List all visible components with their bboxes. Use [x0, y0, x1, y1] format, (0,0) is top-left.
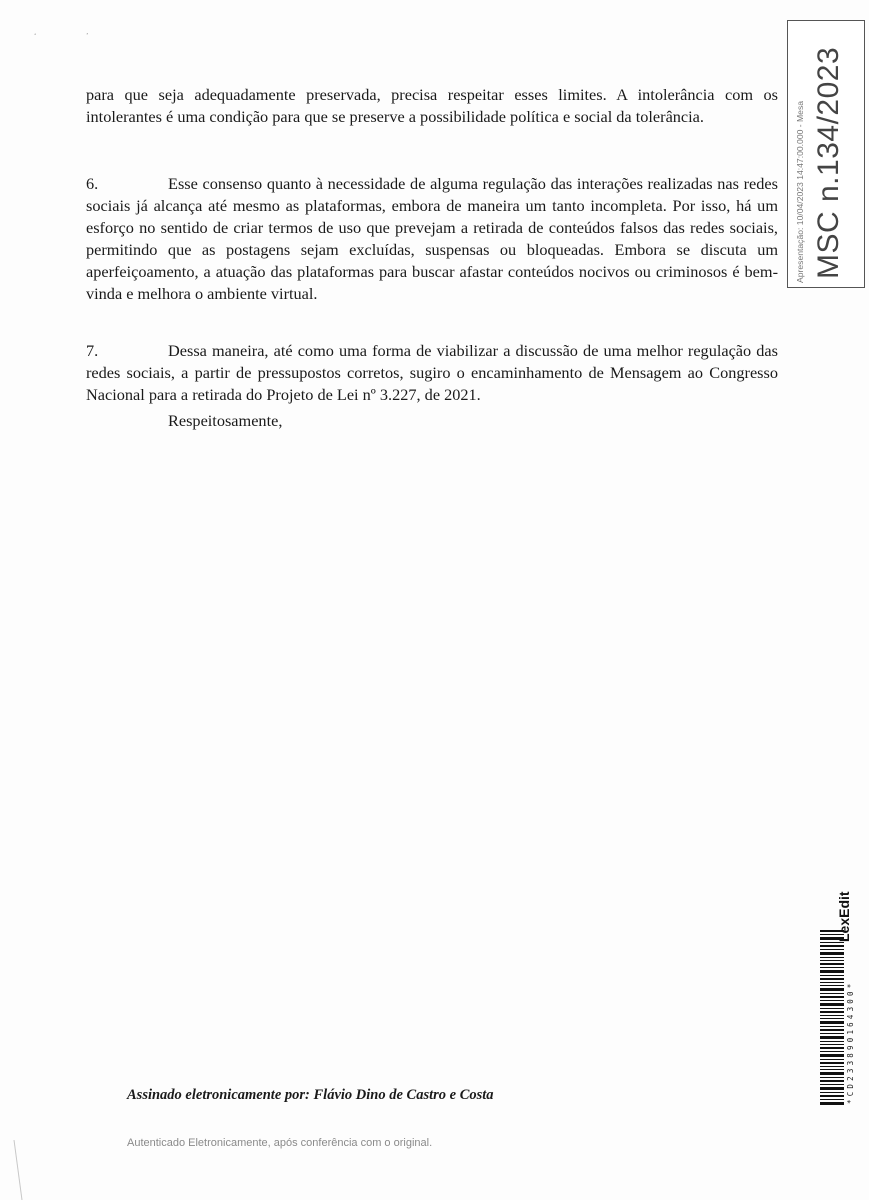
scan-mark: ‘: [34, 32, 37, 40]
protocol-stamp: [787, 20, 865, 288]
stamp-presentation-date: Apresentação: 10/04/2023 14:47:00.000 - Mesa: [795, 100, 805, 283]
paragraph-number: 7.: [86, 341, 99, 360]
paragraph-text: Dessa maneira, até como uma forma de viabilizar a discussão de uma melhor regulação das redes sociais, a partir de pressupostos corretos, sugiro o encaminhamento de Mensagem ao Congresso Nacional para a retirada do Projeto de Lei nº 3.227, de 2021.: [86, 341, 778, 404]
paragraph-text: Esse consenso quanto à necessidade de alguma regulação das interações realizadas nas redes sociais já alcança até mesmo as plataformas, embora de maneira um tanto incompleta. Por isso, há um esforço no sentido de criar termos de uso que prevejam a retirada de conteúdos falsos das redes sociais, permitindo que as postagens sejam excluídas, suspensas ou bloqueadas. Embora se discuta um aperfeiçoamento, a atuação das plataformas para buscar afastar conteúdos nocivos ou criminosos é bem-vinda e melhora o ambiente virtual.: [86, 174, 778, 303]
paragraph-number: 6.: [86, 174, 99, 193]
electronic-signature: Assinado eletronicamente por: Flávio Dino de Castro e Costa: [127, 1087, 494, 1103]
paragraph-continued: para que seja adequadamente preservada, precisa respeitar esses limites. A intolerância com os intolerantes é uma condição para que se preserve a possibilidade política e social da tolerância.: [86, 85, 778, 126]
scan-edge-line: [0, 1140, 40, 1200]
closing-salutation: Respeitosamente,: [168, 411, 283, 430]
stamp-document-number: MSC n.134/2023: [812, 46, 845, 279]
paragraph-7: [86, 340, 778, 406]
barcode-number: *CD233890164300*: [846, 980, 855, 1104]
lexedit-logo: LexEdit: [836, 891, 852, 942]
scan-mark: ’: [86, 32, 89, 40]
authentication-note: Autenticado Eletronicamente, após conferência com o original.: [127, 1137, 433, 1149]
paragraph-6: [86, 173, 778, 305]
